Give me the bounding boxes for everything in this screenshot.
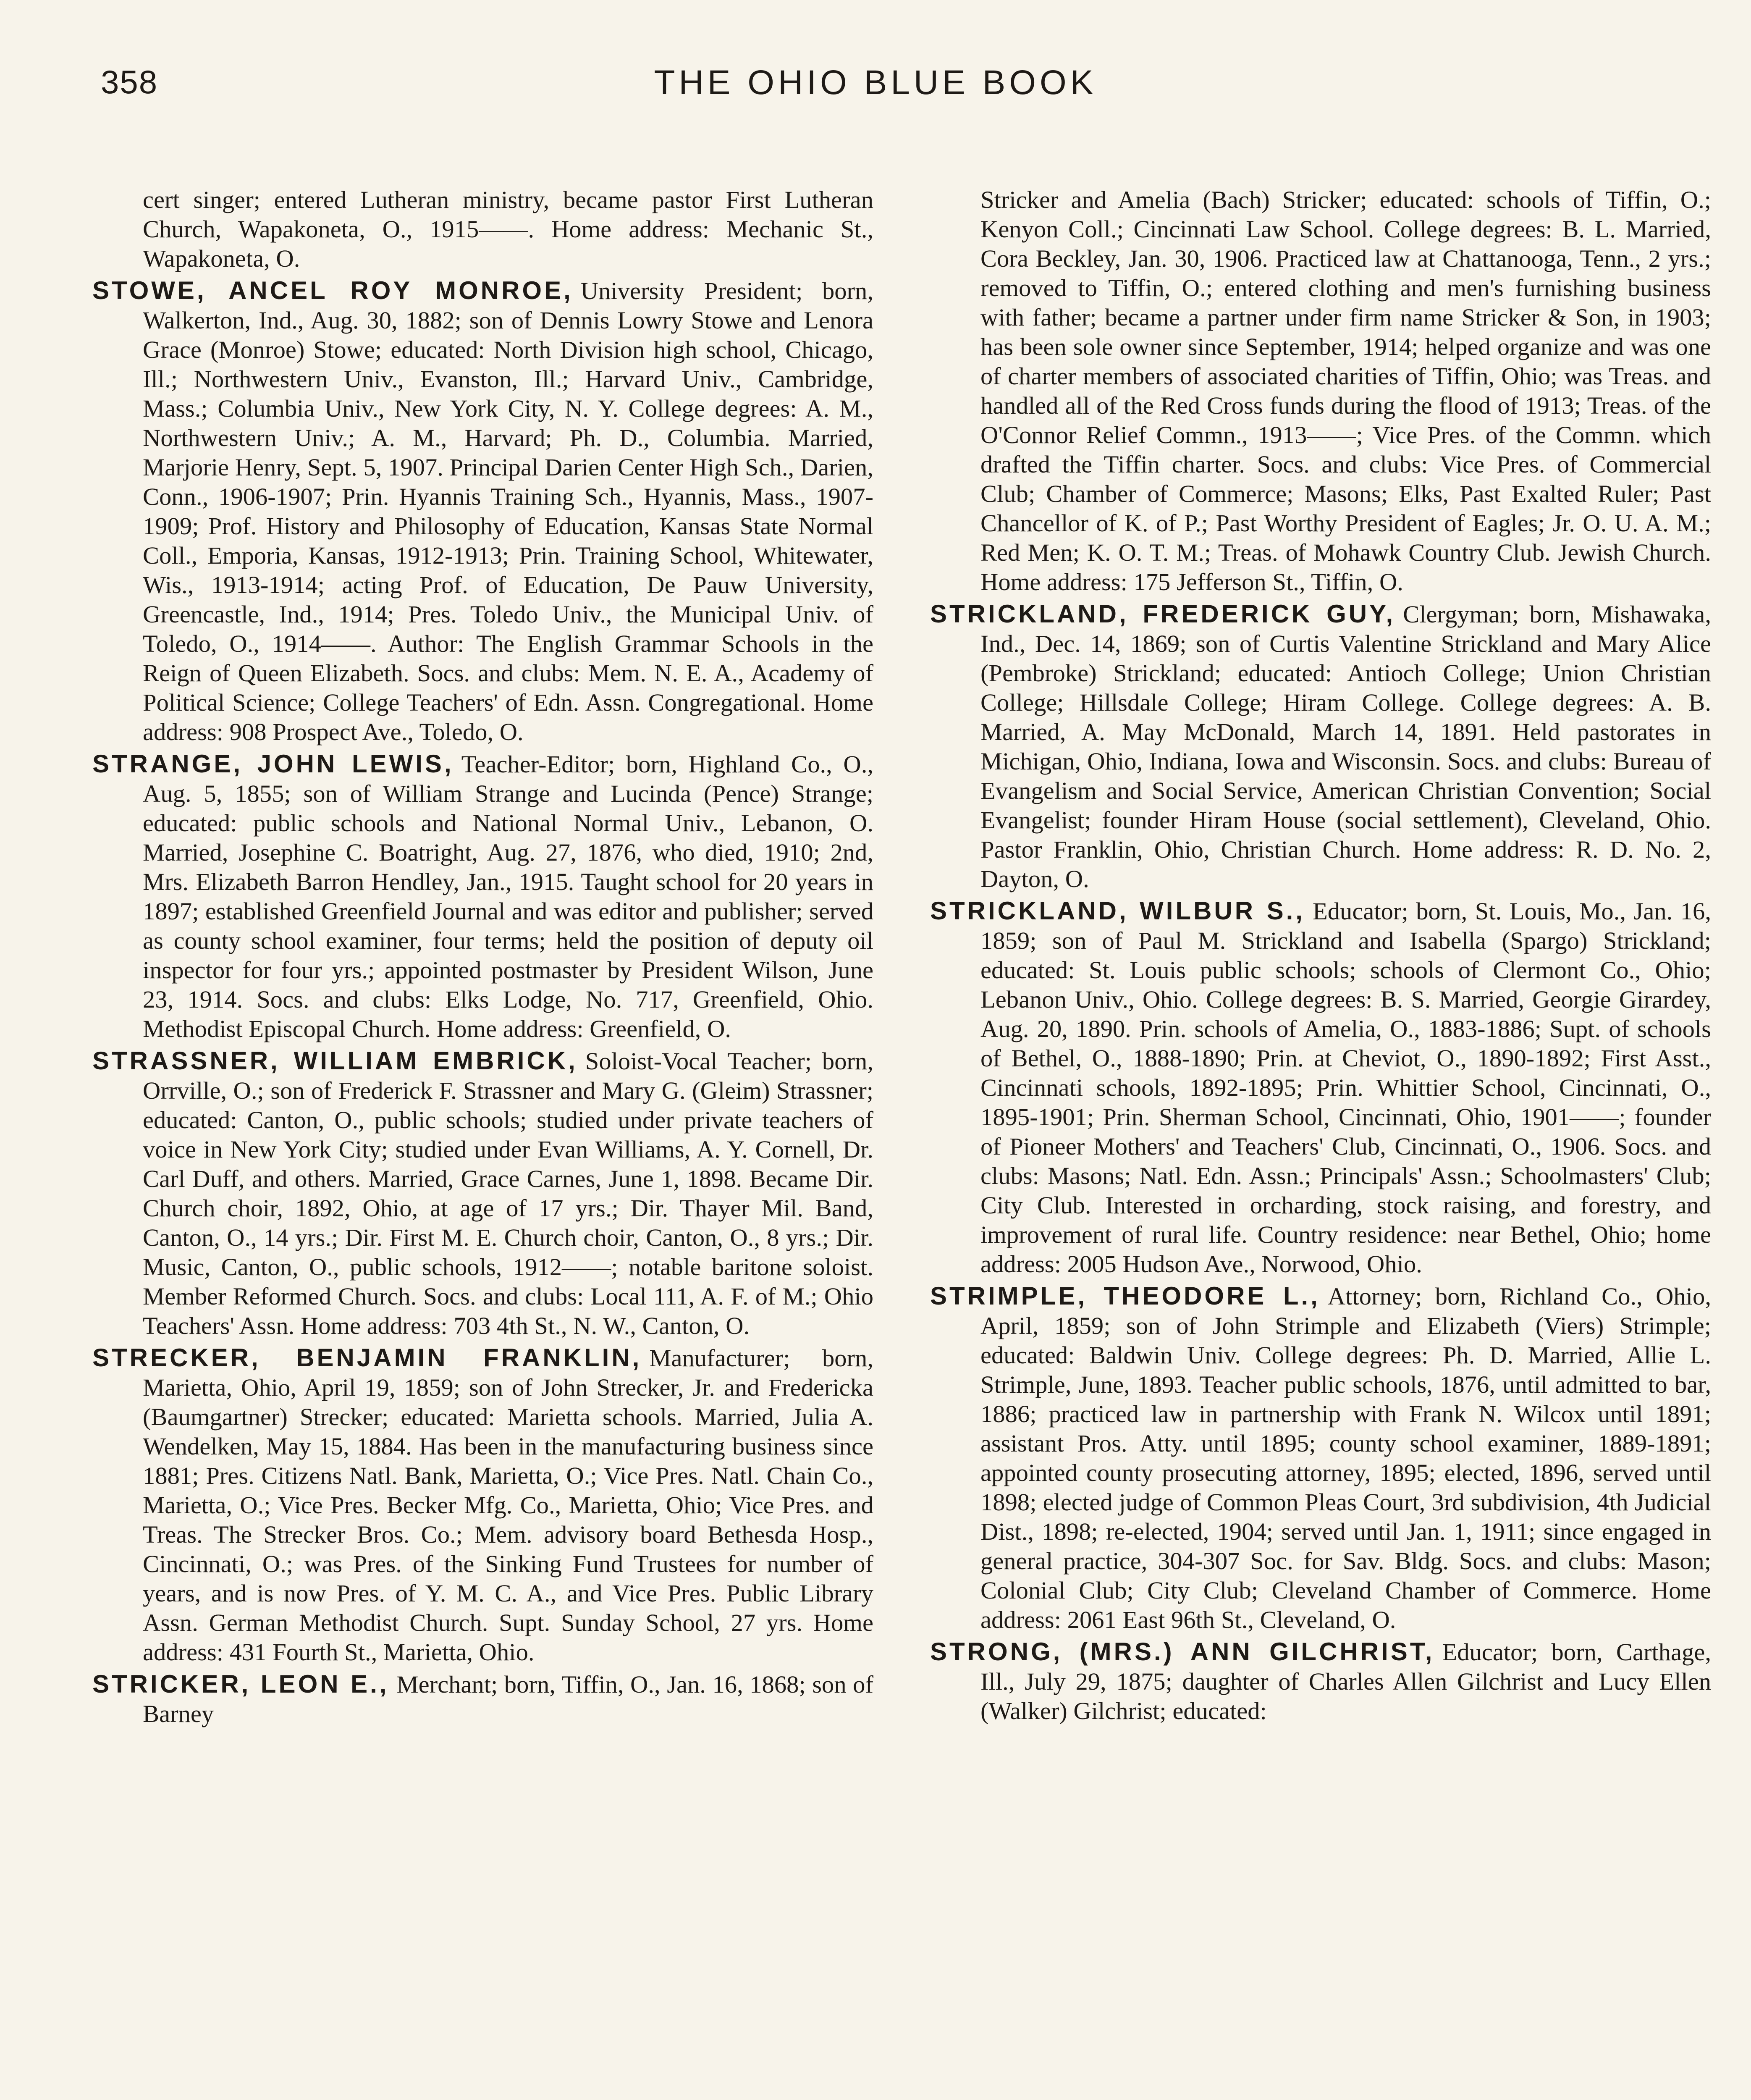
entry-name: STRASSNER, WILLIAM EMBRICK, xyxy=(92,1047,578,1075)
entry-text: Clergyman; born, Mishawaka, Ind., Dec. 14, 1869; son of Curtis Valentine Strickland and Mary Alice (Pembroke) Strickland; educated: Antioch College; Union Christian College; Hillsdale College; Hiram College. College degrees: A. B. Married, A. May McDonald, March 14, 1891. Held pastorates in Michigan, Ohio, Indiana, Iowa and Wisconsin. Socs. and clubs: Bureau of Evangelism and Social Service, American Christian Convention; Social Evangelist; founder Hiram House (social settlement), Cleveland, Ohio. Pastor Franklin, Ohio, Christian Church. Home address: R. D. No. 2, Dayton, O. xyxy=(980,601,1711,892)
entry-name: STRECKER, BENJAMIN FRANKLIN, xyxy=(92,1344,642,1372)
entry-text: Manufacturer; born, Marietta, Ohio, April 19, 1859; son of John Strecker, Jr. and Fredericka (Baumgartner) Strecker; educated: Marietta schools. Married, Julia A. Wendelken, May 15, 1884. Has been in the manufacturing business since 1881; Pres. Citizens Natl. Bank, Marietta, O.; Vice Pres. Natl. Chain Co., Marietta, O.; Vice Pres. Becker Mfg. Co., Marietta, Ohio; Vice Pres. and Treas. The Strecker Bros. Co.; Mem. advisory board Bethesda Hosp., Cincinnati, O.; was Pres. of the Sinking Fund Trustees for number of years, and is now Pres. of Y. M. C. A., and Vice Pres. Public Library Assn. German Methodist Church. Supt. Sunday School, 27 yrs. Home address: 431 Fourth St., Marietta, Ohio. xyxy=(143,1344,873,1666)
entry-name: STRANGE, JOHN LEWIS, xyxy=(92,750,454,778)
biography-entry xyxy=(92,1670,873,1729)
running-head: THE OHIO BLUE BOOK xyxy=(654,63,1097,102)
entry-text: Merchant; born, Tiffin, O., Jan. 16, 1868; son of Barney xyxy=(143,1671,873,1727)
entry-name: STRICKLAND, FREDERICK GUY, xyxy=(930,600,1396,628)
left-column xyxy=(92,155,873,2100)
biography-entry xyxy=(930,1281,1711,1635)
entry-text: Attorney; born, Richland Co., Ohio, April, 1859; son of John Strimple and Elizabeth (Viers) Strimple; educated: Baldwin Univ. College degrees: Ph. D. Married, Allie L. Strimple, June, 1893. Teacher public schools, 1876, until admitted to bar, 1886; practiced law in partnership with Frank N. Wilcox until 1891; assistant Pros. Atty. until 1895; county school examiner, 1889-1891; appointed county prosecuting attorney, 1895; elected, 1896, served until 1898; elected judge of Common Pleas Court, 3rd subdivision, 4th Judicial Dist., 1898; re-elected, 1904; served until Jan. 1, 1911; since engaged in general practice, 304-307 Soc. for Sav. Bldg. Socs. and clubs: Mason; Colonial Club; City Club; Cleveland Chamber of Commerce. Home address: 2061 East 96th St., Cleveland, O. xyxy=(980,1283,1711,1633)
entry-text: Soloist-Vocal Teacher; born, Orrville, O.; son of Frederick F. Strassner and Mary G. (Gleim) Strassner; educated: Canton, O., public schools; studied under private teachers of voice in New York City; studied under Evan Williams, A. Y. Cornell, Dr. Carl Duff, and others. Married, Grace Carnes, June 1, 1898. Became Dir. Church choir, 1892, Ohio, at age of 17 yrs.; Dir. Thayer Mil. Band, Canton, O., 14 yrs.; Dir. First M. E. Church choir, Canton, O., 8 yrs.; Dir. Music, Canton, O., public schools, 1912——; notable baritone soloist. Member Reformed Church. Socs. and clubs: Local 111, A. F. of M.; Ohio Teachers' Assn. Home address: 703 4th St., N. W., Canton, O. xyxy=(143,1047,873,1339)
biography-entry xyxy=(930,896,1711,1279)
biography-entry xyxy=(92,749,873,1044)
biography-entry xyxy=(92,1046,873,1341)
biography-entry xyxy=(930,599,1711,894)
entry-name: STRICKLAND, WILBUR S., xyxy=(930,897,1305,925)
entry-text: cert singer; entered Lutheran ministry, became pastor First Lutheran Church, Wapakoneta, O., 1915——. Home address: Mechanic St., Wapakoneta, O. xyxy=(143,186,873,272)
page-header xyxy=(0,50,1751,122)
biography-entry xyxy=(92,276,873,747)
entry-text: Educator; born, Carthage, Ill., July 29, 1875; daughter of Charles Allen Gilchrist and Lucy Ellen (Walker) Gilchrist; educated: xyxy=(980,1638,1711,1725)
right-column xyxy=(930,155,1711,2100)
entry-name: STOWE, ANCEL ROY MONROE, xyxy=(92,276,573,304)
biography-entry xyxy=(92,1343,873,1667)
entry-text: Educator; born, St. Louis, Mo., Jan. 16, 1859; son of Paul M. Strickland and Isabella (Spargo) Strickland; educated: St. Louis public schools; schools of Clermont Co., Ohio; Lebanon Univ., Ohio. College degrees: B. S. Married, Georgie Girardey, Aug. 20, 1890. Prin. schools of Amelia, O., 1883-1886; Supt. of schools of Bethel, O., 1888-1890; Prin. at Cheviot, O., 1890-1892; First Asst., Cincinnati schools, 1892-1895; Prin. Whittier School, Cincinnati, O., 1895-1901; Prin. Sherman School, Cincinnati, Ohio, 1901——; founder of Pioneer Mothers' and Teachers' Club, Cincinnati, O., 1906. Socs. and clubs: Masons; Natl. Edn. Assn.; Principals' Assn.; Schoolmasters' Club; City Club. Interested in orcharding, stock raising, and forestry, and improvement of rural life. Country residence: near Bethel, Ohio; home address: 2005 Hudson Ave., Norwood, Ohio. xyxy=(980,898,1711,1278)
biography-entry xyxy=(930,155,1711,597)
page-number: 358 xyxy=(101,63,158,100)
biography-entry xyxy=(930,1637,1711,1726)
entry-name: STRIMPLE, THEODORE L., xyxy=(930,1282,1320,1310)
biography-entry xyxy=(92,155,873,273)
entry-name: STRONG, (MRS.) ANN GILCHRIST, xyxy=(930,1638,1435,1666)
entry-text: University President; born, Walkerton, Ind., Aug. 30, 1882; son of Dennis Lowry Stowe and Lenora Grace (Monroe) Stowe; educated: North Division high school, Chicago, Ill.; Northwestern Univ., Evanston, Ill.; Harvard Univ., Cambridge, Mass.; Columbia Univ., New York City, N. Y. College degrees: A. M., Northwestern Univ.; A. M., Harvard; Ph. D., Columbia. Married, Marjorie Henry, Sept. 5, 1907. Principal Darien Center High Sch., Darien, Conn., 1906-1907; Prin. Hyannis Training Sch., Hyannis, Mass., 1907-1909; Prof. History and Philosophy of Education, Kansas State Normal Coll., Emporia, Kansas, 1912-1913; Prin. Training School, Whitewater, Wis., 1913-1914; acting Prof. of Education, De Pauw University, Greencastle, Ind., 1914; Pres. Toledo Univ., the Municipal Univ. of Toledo, O., 1914——. Author: The English Grammar Schools in the Reign of Queen Elizabeth. Socs. and clubs: Mem. N. E. A., Academy of Political Science; College Teachers' of Edn. Assn. Congregational. Home address: 908 Prospect Ave., Toledo, O. xyxy=(143,277,873,746)
entry-text: Teacher-Editor; born, Highland Co., O., Aug. 5, 1855; son of William Strange and Lucinda (Pence) Strange; educated: public schools and National Normal Univ., Lebanon, O. Married, Josephine C. Boatright, Aug. 27, 1876, who died, 1910; 2nd, Mrs. Elizabeth Barron Hendley, Jan., 1915. Taught school for 20 years in 1897; established Greenfield Journal and was editor and publisher; served as county school examiner, four terms; held the position of deputy oil inspector for four yrs.; appointed postmaster by President Wilson, June 23, 1914. Socs. and clubs: Elks Lodge, No. 717, Greenfield, Ohio. Methodist Episcopal Church. Home address: Greenfield, O. xyxy=(143,751,873,1042)
entry-text: Stricker and Amelia (Bach) Stricker; educated: schools of Tiffin, O.; Kenyon Coll.; Cincinnati Law School. College degrees: B. L. Married, Cora Beckley, Jan. 30, 1906. Practiced law at Chattanooga, Tenn., 2 yrs.; removed to Tiffin, O.; entered clothing and men's furnishing business with father; became a partner under firm name Stricker & Son, in 1903; has been sole owner since September, 1914; helped organize and was one of charter members of associated charities of Tiffin, Ohio; was Treas. and handled all of the Red Cross funds during the flood of 1913; Treas. of the O'Connor Relief Commn., 1913——; Vice Pres. of the Commn. which drafted the Tiffin charter. Socs. and clubs: Vice Pres. of Commercial Club; Chamber of Commerce; Masons; Elks, Past Exalted Ruler; Past Chancellor of K. of P.; Past Worthy President of Eagles; Jr. O. U. A. M.; Red Men; K. O. T. M.; Treas. of Mohawk Country Club. Jewish Church. Home address: 175 Jefferson St., Tiffin, O. xyxy=(980,186,1711,596)
entry-name: STRICKER, LEON E., xyxy=(92,1670,389,1698)
